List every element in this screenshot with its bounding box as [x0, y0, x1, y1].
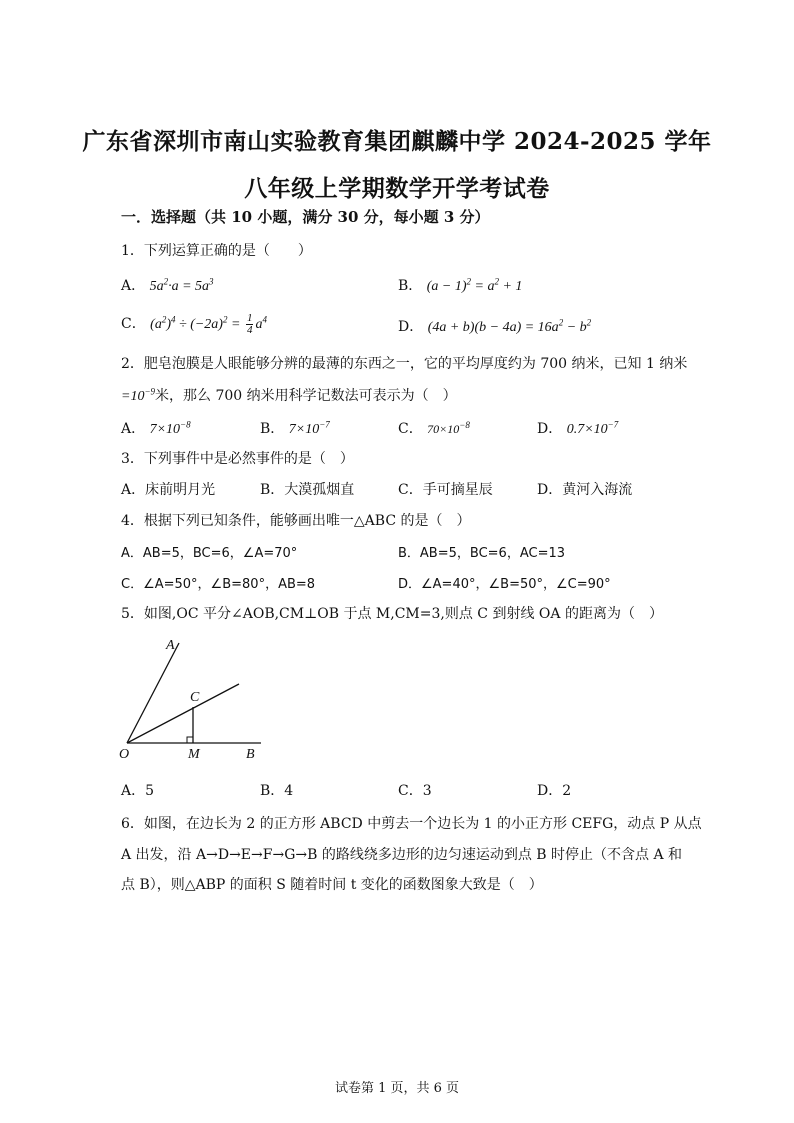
- math-expression: $70\times 10^{-8}$: [427, 420, 470, 436]
- q4-option-b: B．AB=5，BC=6，AC=13: [398, 546, 566, 561]
- q2-option-a: [121, 418, 191, 438]
- q4-option-c: C．∠A=50°，∠B=80°，AB=8: [121, 577, 316, 592]
- exam-title-line2: 八年级上学期数学开学考试卷: [244, 175, 550, 202]
- option-letter: A．: [121, 278, 146, 294]
- q3-option-b: B．大漠孤烟直: [260, 482, 355, 498]
- section-heading: 一．选择题（共 10 小题，满分 30 分，每小题 3 分）: [121, 208, 490, 226]
- q3-option-a: A．床前明月光: [121, 482, 216, 498]
- q5-stem: 5．如图,OC 平分∠AOB,CM⊥OB 于点 M,CM=3,则点 C 到射线 OA 的距离为（ ）: [121, 606, 663, 622]
- math-expression: $=10^{-9}$: [121, 386, 156, 404]
- math-expression: $(4a + b)(b - 4a) = 16a^2 - b^2$: [427, 317, 592, 335]
- q1-option-d: [398, 316, 591, 336]
- q2-option-c: [398, 418, 470, 438]
- q5-angle-figure: [115, 633, 275, 763]
- option-letter: D．: [537, 421, 563, 437]
- q5-option-c: C．3: [398, 783, 432, 799]
- math-expression: $5a^2\cdot a = 5a^3$: [149, 276, 214, 294]
- q6-line1: 6．如图，在边长为 2 的正方形 ABCD 中剪去一个边长为 1 的小正方形 CEFG，动点 P 从点: [121, 816, 702, 832]
- q5-option-d: D．2: [537, 783, 572, 799]
- option-letter: C．: [121, 316, 146, 332]
- q4-stem: 4．根据下列已知条件，能够画出唯一△ABC 的是（ ）: [121, 513, 471, 529]
- math-expression: $(a - 1)^2 = a^2 + 1$: [426, 276, 523, 294]
- q2-option-b: [260, 418, 330, 438]
- q1-option-a: [121, 275, 214, 295]
- math-expression: $7\times 10^{-8}$: [149, 419, 191, 437]
- option-letter: A．: [121, 421, 146, 437]
- q6-line3: 点 B），则△ABP 的面积 S 随着时间 t 变化的函数图象大致是（ ）: [121, 877, 543, 893]
- ray-oc: [127, 684, 239, 743]
- label-a: A: [166, 638, 175, 653]
- q6-line2: A 出发，沿 A→D→E→F→G→B 的路线绕多边形的边匀速运动到点 B 时停止（不含点 A 和: [121, 847, 683, 863]
- q5-option-b: B．4: [260, 783, 294, 799]
- q3-stem: 3．下列事件中是必然事件的是（ ）: [121, 451, 354, 467]
- q1-option-c: [121, 313, 267, 336]
- label-b: B: [246, 747, 255, 762]
- q2-stem-line2: [121, 385, 457, 405]
- math-expression: $(a^2)^4 \div (-2a)^2$ = $\frac{1}{4}$ $a^4$: [150, 312, 267, 337]
- option-letter: D．: [398, 319, 424, 335]
- label-m: M: [188, 747, 200, 762]
- q3-option-d: D．黄河入海流: [537, 482, 633, 498]
- label-c: C: [190, 690, 200, 705]
- q5-option-a: A．5: [121, 783, 155, 799]
- q2-stem-line1: 2．肥皂泡膜是人眼能够分辨的最薄的东西之一，它的平均厚度约为 700 纳米，已知 1 纳米: [121, 356, 688, 372]
- math-expression: $0.7\times 10^{-7}$: [566, 419, 619, 437]
- q1-option-b: [398, 275, 522, 295]
- label-o: O: [119, 747, 130, 762]
- q4-option-d: D．∠A=40°，∠B=50°，∠C=90°: [398, 577, 611, 592]
- q3-option-c: C．手可摘星辰: [398, 482, 493, 498]
- q2-option-d: [537, 418, 618, 438]
- option-letter: C．: [398, 421, 423, 437]
- q4-option-a: A．AB=5，BC=6，∠A=70°: [121, 546, 298, 561]
- q1-stem: 1．下列运算正确的是（ ）: [121, 243, 312, 259]
- q2-stem-text: 米，那么 700 纳米用科学记数法可表示为（ ）: [155, 388, 457, 404]
- exam-title-line1: 广东省深圳市南山实验教育集团麒麟中学 2024-2025 学年: [82, 128, 712, 155]
- ray-oa: [127, 643, 179, 743]
- page-footer: 试卷第 1 页，共 6 页: [334, 1081, 460, 1096]
- right-angle-mark: [187, 737, 193, 743]
- math-expression: $7\times 10^{-7}$: [288, 419, 330, 437]
- option-letter: B．: [260, 421, 285, 437]
- option-letter: B．: [398, 278, 423, 294]
